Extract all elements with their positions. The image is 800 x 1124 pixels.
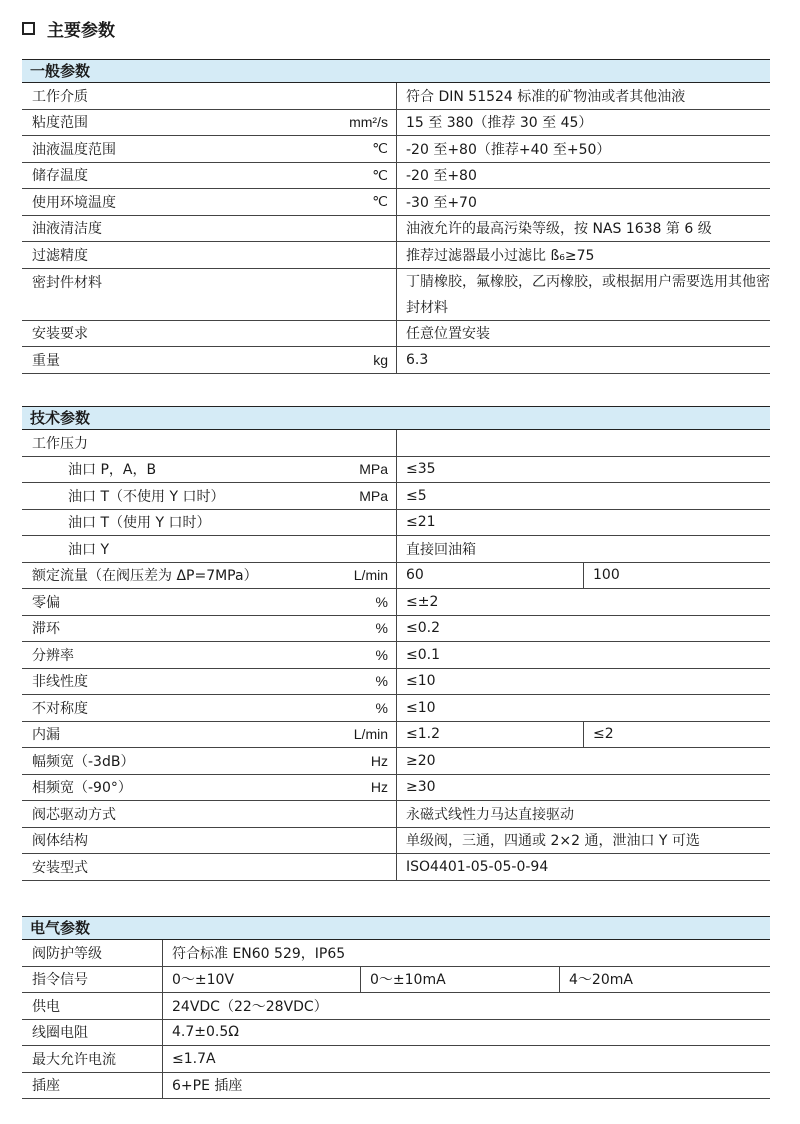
row-unit	[322, 801, 396, 827]
row-label: 内漏	[32, 727, 60, 744]
table-row	[22, 642, 770, 669]
row-value: ≥30	[406, 779, 436, 796]
row-value: -20 至+80（推荐+40 至+50）	[406, 141, 611, 158]
row-unit: L/min	[353, 726, 388, 743]
table-row	[22, 430, 770, 457]
row-unit	[322, 536, 396, 562]
row-label: 阀芯驱动方式	[32, 806, 116, 823]
row-value	[397, 430, 770, 456]
row-unit: L/min	[353, 567, 388, 584]
table-row	[22, 136, 770, 163]
row-value-2: 0～±10mA	[370, 972, 446, 989]
row-unit: Hz	[370, 752, 388, 769]
row-label: 安装型式	[32, 859, 88, 876]
section-header-general: 一般参数	[22, 59, 770, 83]
row-value: 符合 DIN 51524 标准的矿物油或者其他油液	[406, 88, 686, 105]
row-label: 供电	[32, 998, 60, 1015]
table-row	[22, 775, 770, 802]
row-value: -30 至+70	[406, 194, 477, 211]
row-value: ≥20	[406, 752, 436, 769]
table-row	[22, 854, 770, 881]
table-row	[22, 1020, 770, 1047]
row-label: 额定流量（在阀压差为 ΔP=7MPa）	[32, 568, 258, 585]
row-value: ≤35	[406, 461, 436, 478]
row-unit	[322, 216, 396, 242]
row-label: 分辨率	[32, 647, 74, 664]
table-row	[22, 801, 770, 828]
row-label: 粘度范围	[32, 115, 88, 132]
table-row	[22, 748, 770, 775]
row-unit: MPa	[359, 487, 388, 504]
row-label: 过滤精度	[32, 247, 88, 264]
row-unit: %	[375, 673, 388, 690]
table-row	[22, 1073, 770, 1100]
row-unit: ℃	[372, 140, 388, 157]
row-label: 最大允许电流	[32, 1051, 116, 1068]
table-row	[22, 695, 770, 722]
row-unit	[322, 854, 396, 880]
row-unit: %	[375, 593, 388, 610]
row-label: 线圈电阻	[32, 1025, 88, 1042]
row-value: ≤10	[406, 673, 436, 690]
row-unit	[322, 430, 396, 456]
section-header-technical: 技术参数	[22, 406, 770, 430]
row-unit: mm²/s	[349, 114, 388, 131]
row-value: ≤0.2	[406, 620, 440, 637]
row-value: 直接回油箱	[406, 541, 476, 558]
table-row	[22, 457, 770, 484]
row-unit: %	[375, 699, 388, 716]
row-label: 密封件材料	[32, 274, 102, 291]
row-value: 符合标准 EN60 529，IP65	[172, 945, 346, 962]
table-row	[22, 940, 770, 967]
table-row	[22, 189, 770, 216]
row-label: 工作介质	[32, 88, 88, 105]
row-unit	[322, 83, 396, 109]
row-label: 安装要求	[32, 326, 88, 343]
row-value: ≤5	[406, 487, 427, 504]
row-label: 油液清洁度	[32, 221, 102, 238]
table-row	[22, 616, 770, 643]
electrical-rows	[22, 940, 770, 1099]
row-label: 插座	[32, 1078, 60, 1095]
row-value: ≤10	[406, 699, 436, 716]
row-label: 使用环境温度	[32, 194, 116, 211]
table-row	[22, 1046, 770, 1073]
row-unit: ℃	[372, 166, 388, 183]
table-row	[22, 321, 770, 348]
row-value: 6.3	[406, 351, 429, 368]
row-value: 60	[406, 567, 424, 584]
row-label: 油口 T（使用 Y 口时）	[68, 515, 211, 532]
row-value: 单级阀，三通，四通或 2×2 通，泄油口 Y 可选	[406, 833, 700, 850]
row-value-3: 4～20mA	[569, 972, 633, 989]
table-row	[22, 967, 770, 994]
row-value: 0～±10V	[172, 972, 235, 989]
technical-params-table	[22, 406, 770, 881]
section-header-electrical: 电气参数	[22, 916, 770, 940]
row-value: ≤21	[406, 514, 436, 531]
table-row	[22, 163, 770, 190]
row-unit: ℃	[372, 193, 388, 210]
row-label: 不对称度	[32, 700, 88, 717]
row-label: 指令信号	[32, 972, 88, 989]
row-label: 相频宽（-90°）	[32, 780, 132, 797]
technical-rows	[22, 430, 770, 881]
page-title-text: 主要参数	[47, 20, 115, 41]
row-label: 工作压力	[32, 435, 88, 452]
table-row	[22, 722, 770, 749]
row-value: 24VDC（22～28VDC）	[172, 998, 328, 1015]
general-params-table	[22, 59, 770, 374]
table-row	[22, 669, 770, 696]
table-row	[22, 993, 770, 1020]
general-rows	[22, 83, 770, 374]
page-title	[22, 16, 115, 40]
row-value: 丁腈橡胶，氟橡胶，乙丙橡胶，或根据用户需要选用其他密封材料	[406, 273, 770, 316]
row-value: ≤0.1	[406, 646, 440, 663]
row-value: 6+PE 插座	[172, 1078, 243, 1095]
row-label: 油口 P，A，B	[68, 462, 157, 479]
row-value: ≤±2	[406, 593, 439, 610]
row-unit	[322, 321, 396, 347]
row-unit: %	[375, 620, 388, 637]
row-label: 幅频宽（-3dB）	[32, 753, 135, 770]
row-unit: %	[375, 646, 388, 663]
row-label: 非线性度	[32, 674, 88, 691]
row-unit: kg	[373, 351, 388, 368]
table-row	[22, 563, 770, 590]
row-value: 任意位置安装	[406, 326, 490, 343]
row-unit: Hz	[370, 779, 388, 796]
row-label: 阀体结构	[32, 833, 88, 850]
row-value: 油液允许的最高污染等级，按 NAS 1638 第 6 级	[406, 221, 712, 238]
row-value: ≤1.7A	[172, 1050, 216, 1067]
table-row	[22, 269, 770, 321]
electrical-params-table	[22, 916, 770, 1099]
row-value: ISO4401-05-05-0-94	[406, 858, 549, 875]
row-value: -20 至+80	[406, 168, 477, 185]
table-row	[22, 483, 770, 510]
row-label: 零偏	[32, 594, 60, 611]
row-value: 永磁式线性力马达直接驱动	[406, 806, 574, 823]
row-value: 15 至 380（推荐 30 至 45）	[406, 115, 593, 132]
row-value-2: 100	[593, 567, 620, 584]
row-label: 滞环	[32, 621, 60, 638]
row-label: 油口 T（不使用 Y 口时）	[68, 488, 225, 505]
row-unit	[322, 269, 396, 320]
row-unit	[322, 828, 396, 854]
table-row	[22, 110, 770, 137]
row-label: 油口 Y	[68, 541, 110, 558]
row-label: 油液温度范围	[32, 141, 116, 158]
table-row	[22, 828, 770, 855]
table-row	[22, 589, 770, 616]
row-unit: MPa	[359, 461, 388, 478]
row-label: 储存温度	[32, 168, 88, 185]
table-row	[22, 83, 770, 110]
row-label: 重量	[32, 352, 60, 369]
row-unit	[322, 510, 396, 536]
table-row	[22, 242, 770, 269]
row-value: 4.7±0.5Ω	[172, 1024, 239, 1041]
row-value-2: ≤2	[593, 726, 614, 743]
table-row	[22, 536, 770, 563]
row-value: ≤1.2	[406, 726, 440, 743]
row-value: 推荐过滤器最小过滤比 ß₆≥75	[406, 247, 595, 264]
row-unit	[322, 242, 396, 268]
table-row	[22, 510, 770, 537]
checkbox-square-icon	[22, 22, 35, 35]
table-row	[22, 347, 770, 374]
row-label: 阀防护等级	[32, 945, 102, 962]
table-row	[22, 216, 770, 243]
